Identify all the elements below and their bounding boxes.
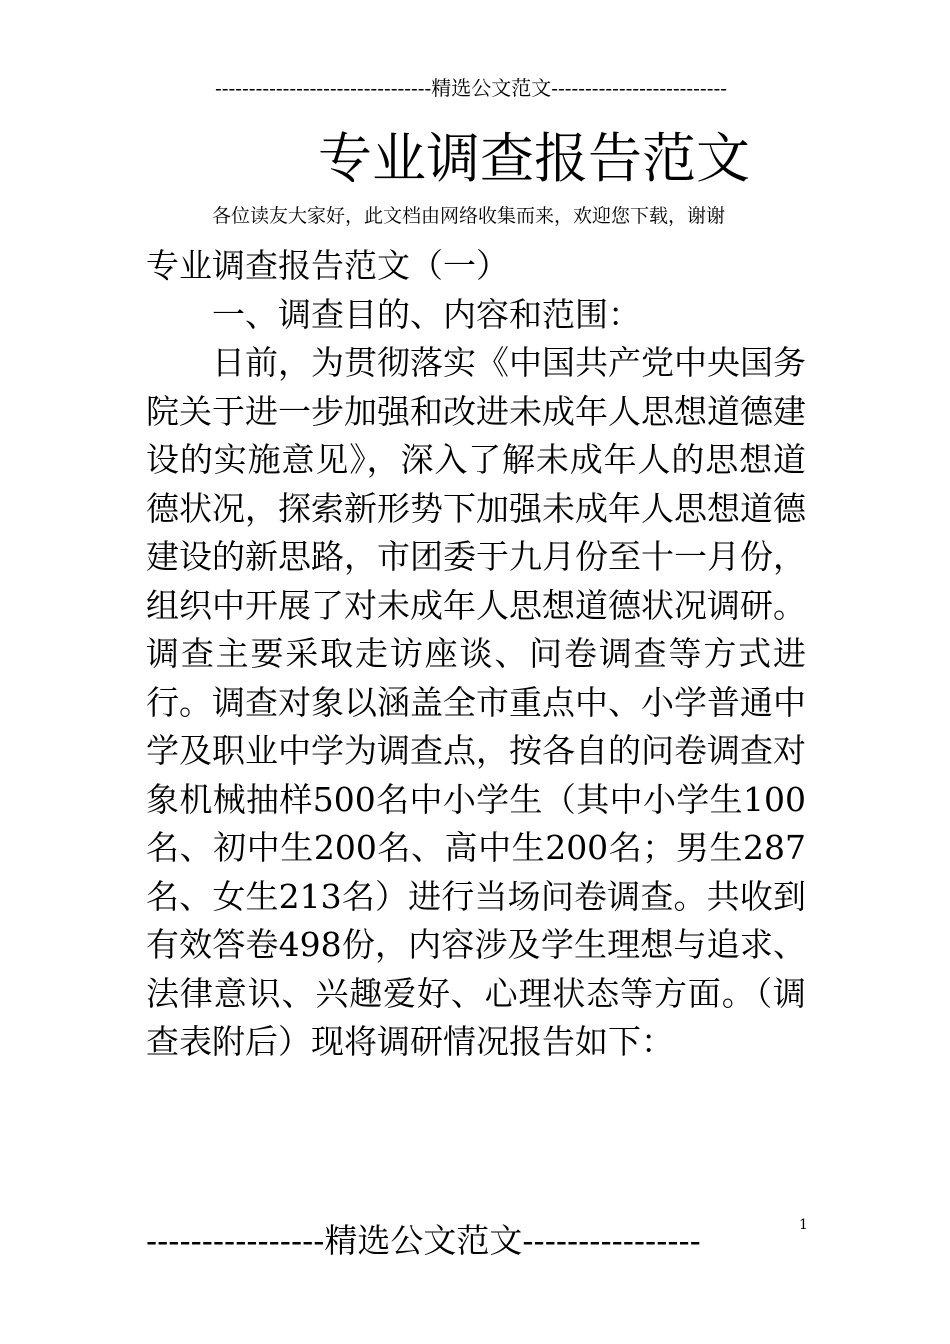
page-number: 1 xyxy=(799,1217,808,1233)
download-notice: 各位读友大家好，此文档由网络收集而来，欢迎您下载，谢谢 xyxy=(212,205,726,227)
page-header-banner: --------------------------------精选公文范文-------------------------- xyxy=(215,76,727,100)
body-paragraph: 日前，为贯彻落实《中国共产党中央国务院关于进一步加强和改进未成年人思想道德建设的实施意见》，深入了解未成年人的思想道德状况，探索新形势下加强未成年人思想道德建设的新思路，市团委于九月份至十一月份，组织中开展了对未成年人思想道德状况调研。调查主要采取走访座谈、问卷调查等方式进行。调查对象以涵盖全市重点中、小学普通中学及职业中学为调查点，按各自的问卷调查对象机械抽样500名中小学生（其中小学生100名、初中生200名、高中生200名；男生287名、女生213名）进行当场问卷调查。共收到有效答卷498份，内容涉及学生理想与追求、法律意识、兴趣爱好、心理状态等方面。（调查表附后）现将调研情况报告如下： xyxy=(146,343,806,1061)
document-subtitle: 专业调查报告范文（一） xyxy=(146,246,509,285)
page-footer-banner: ----------------精选公文范文---------------- xyxy=(146,1221,701,1260)
document-body xyxy=(146,242,806,1067)
document-title: 专业调查报告范文 xyxy=(318,127,750,190)
section-heading: 一、调查目的、内容和范围： xyxy=(212,294,641,334)
